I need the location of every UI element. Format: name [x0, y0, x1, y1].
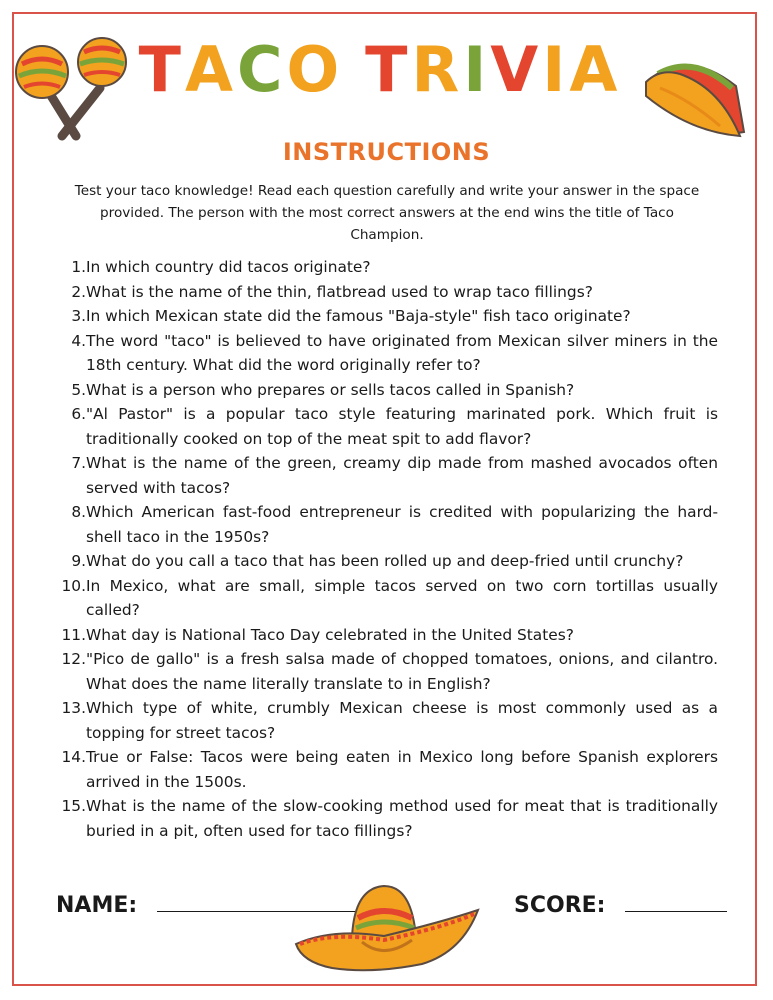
- title-letter: A: [569, 33, 622, 106]
- question-number: 9.: [71, 552, 86, 570]
- question-item: [56, 574, 718, 623]
- question-number: 10.: [61, 576, 86, 595]
- question-number: 5.: [71, 380, 86, 399]
- title-letter: V: [490, 33, 543, 106]
- title-letter: C: [236, 33, 287, 106]
- title-letter: R: [411, 33, 464, 106]
- name-label: NAME:: [56, 893, 138, 918]
- question-item: [56, 745, 718, 794]
- question-number: 8.: [71, 503, 86, 521]
- question-text: What day is National Taco Day celebrated in the United States?: [86, 625, 574, 644]
- title-letter: T: [138, 33, 185, 106]
- question-text: What is a person who prepares or sells tacos called in Spanish?: [86, 380, 575, 399]
- question-list: [56, 255, 718, 843]
- score-field[interactable]: [514, 893, 727, 918]
- maracas-icon: [14, 32, 130, 148]
- taco-icon: [640, 48, 750, 144]
- question-item: [56, 378, 718, 403]
- question-text: True or False: Tacos were being eaten in Mexico long before Spanish explorers arrived in the 1500s.: [86, 748, 718, 791]
- title-letter: O: [286, 33, 344, 106]
- title-letter: I: [542, 33, 570, 106]
- question-text: What is the name of the green, creamy dip made from mashed avocados often served with tacos?: [86, 454, 718, 497]
- question-number: 12.: [61, 650, 86, 668]
- instructions-text: Test your taco knowledge! Read each question carefully and write your answer in the space provided. The person with the most correct answers at the end wins the title of Taco Champion.: [74, 183, 700, 243]
- score-line[interactable]: [625, 893, 727, 912]
- question-text: In which Mexican state did the famous "Baja-style" fish taco originate?: [86, 307, 631, 325]
- title-letter: T: [365, 33, 412, 106]
- sombrero-icon: [292, 882, 482, 974]
- question-number: 15.: [61, 797, 86, 815]
- question-number: 11.: [61, 625, 86, 644]
- question-item: [56, 500, 718, 549]
- instructions-heading: INSTRUCTIONS: [282, 138, 491, 166]
- question-item: [56, 549, 718, 574]
- page-title: [130, 30, 630, 110]
- question-text: In which country did tacos originate?: [86, 258, 371, 276]
- question-item: [56, 329, 718, 378]
- question-text: Which American fast-food entrepreneur is credited with popularizing the hard-shell taco in the 1950s?: [86, 503, 718, 546]
- question-item: [56, 794, 718, 843]
- question-text: What is the name of the thin, flatbread used to wrap taco fillings?: [86, 282, 593, 301]
- title-letter: A: [184, 33, 237, 106]
- question-number: 1.: [71, 258, 86, 276]
- question-text: What is the name of the slow-cooking method used for meat that is traditionally buried in a pit, often used for taco fillings?: [86, 797, 718, 840]
- title-letter: I: [463, 33, 491, 106]
- question-text: In Mexico, what are small, simple tacos served on two corn tortillas usually called?: [86, 576, 718, 619]
- question-number: 3.: [71, 307, 86, 325]
- question-number: 6.: [71, 405, 86, 423]
- question-item: [56, 451, 718, 500]
- question-text: Which type of white, crumbly Mexican cheese is most commonly used as a topping for street tacos?: [86, 699, 718, 742]
- question-number: 7.: [71, 454, 86, 472]
- question-text: What do you call a taco that has been rolled up and deep-fried until crunchy?: [86, 552, 684, 570]
- question-number: 14.: [61, 748, 86, 766]
- question-item: [56, 255, 718, 280]
- question-item: [56, 623, 718, 648]
- question-number: 4.: [71, 331, 86, 350]
- question-item: [56, 304, 718, 329]
- question-text: "Al Pastor" is a popular taco style featuring marinated pork. Which fruit is traditionally cooked on top of the meat spit to add flavor?: [86, 405, 718, 448]
- question-item: [56, 402, 718, 451]
- question-number: 13.: [61, 699, 86, 717]
- question-text: "Pico de gallo" is a fresh salsa made of chopped tomatoes, onions, and cilantro. What does the name literally translate to in English?: [86, 650, 718, 693]
- question-item: [56, 647, 718, 696]
- question-item: [56, 280, 718, 305]
- question-text: The word "taco" is believed to have originated from Mexican silver miners in the 18th century. What did the word originally refer to?: [86, 331, 718, 374]
- question-number: 2.: [71, 282, 86, 301]
- question-item: [56, 696, 718, 745]
- score-label: SCORE:: [514, 893, 606, 918]
